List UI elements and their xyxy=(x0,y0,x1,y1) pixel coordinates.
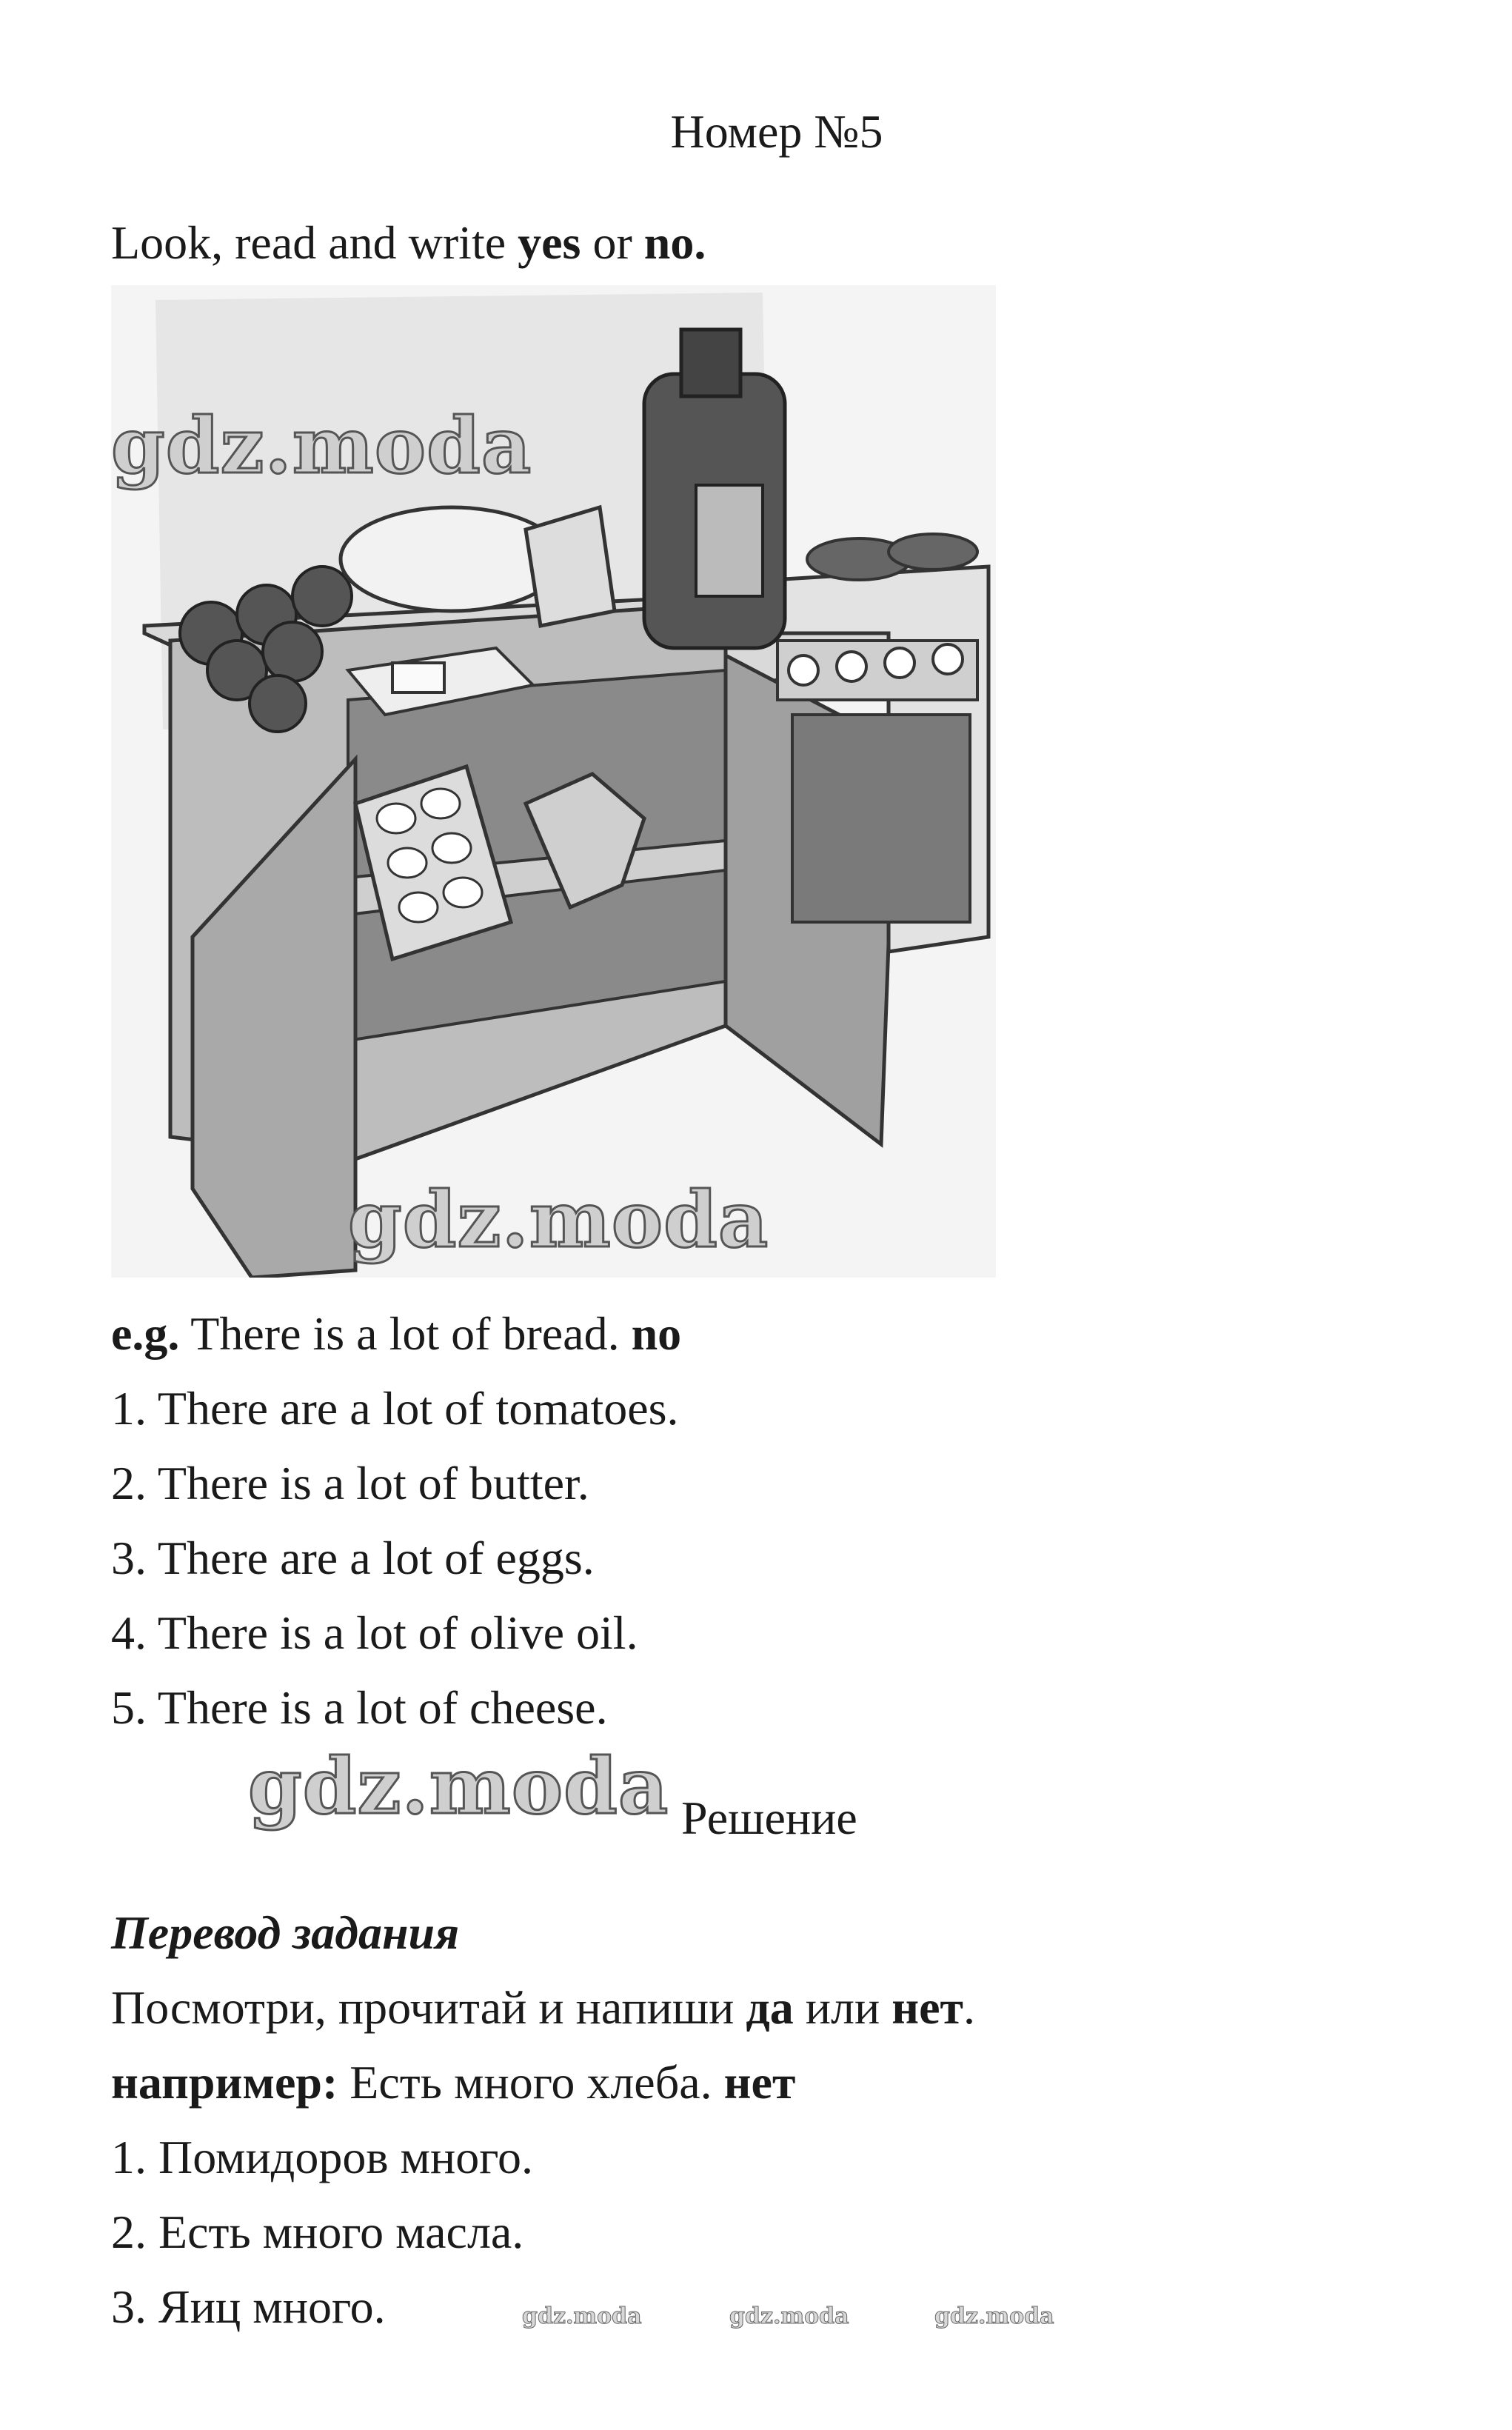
statement-2: 2. There is a lot of butter. xyxy=(111,1457,589,1509)
statement-4: 4. There is a lot of olive oil. xyxy=(111,1606,638,1659)
translation-item-2: 2. Есть много масла. xyxy=(111,2206,524,2258)
translation-item-3: 3. Яиц много. xyxy=(111,2280,386,2333)
watermark: gdz.moda xyxy=(348,1174,769,1265)
statement-5: 5. There is a lot of cheese. xyxy=(111,1681,608,1734)
translation-heading: Перевод задания xyxy=(111,1906,460,1959)
example-line: e.g. There is a lot of bread. no xyxy=(111,1307,682,1360)
solution-label: Решение xyxy=(681,1792,857,1844)
translation-instruction: Посмотри, прочитай и напиши да или нет. xyxy=(111,1981,975,2034)
translation-item-1: 1. Помидоров много. xyxy=(111,2131,533,2183)
watermark: gdz.moda xyxy=(111,400,532,491)
task-instruction: Look, read and write yes or no. xyxy=(111,216,706,269)
statement-1: 1. There are a lot of tomatoes. xyxy=(111,1382,679,1435)
watermark: gdz.moda xyxy=(248,1740,669,1832)
translation-example: например: Есть много хлеба. нет xyxy=(111,2056,796,2109)
page-title: Номер №5 xyxy=(670,105,883,158)
watermark-small: gdz.moda xyxy=(729,2303,849,2329)
statement-3: 3. There are a lot of eggs. xyxy=(111,1532,595,1584)
watermark-small: gdz.moda xyxy=(522,2303,642,2329)
watermark-small: gdz.moda xyxy=(934,2303,1054,2329)
